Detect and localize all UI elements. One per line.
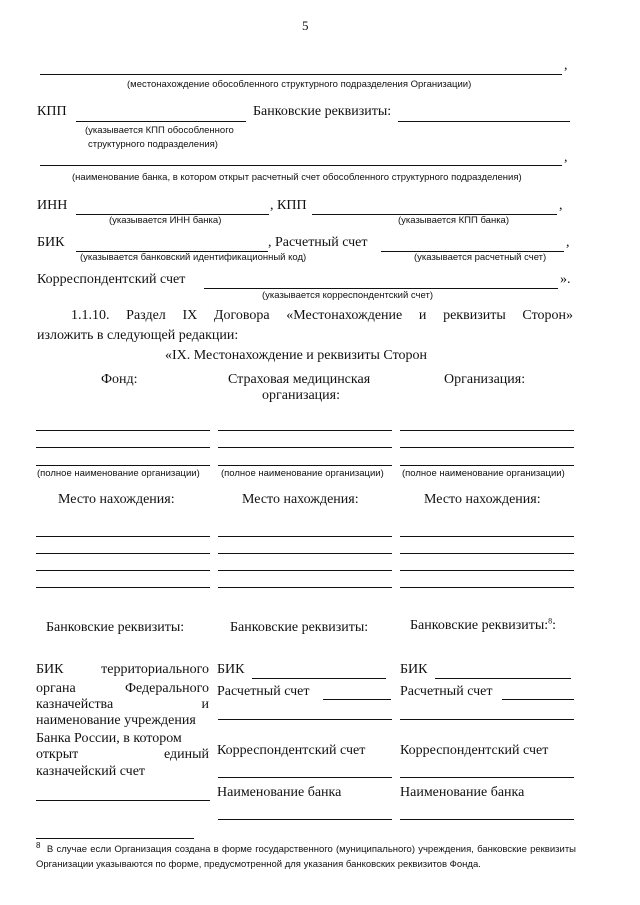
fund-bank-text: казначейства <box>36 697 114 712</box>
footnote <box>36 842 576 872</box>
insurer-name-line[interactable] <box>218 447 392 448</box>
org-bank-details-label <box>410 618 556 634</box>
org-name-line[interactable] <box>400 465 574 466</box>
kpp-line[interactable] <box>76 121 246 122</box>
kpp-caption-1: (указывается КПП обособленного <box>85 125 234 136</box>
amendment-line-2: изложить в следующей редакции: <box>37 328 239 343</box>
org-account-label: Расчетный счет <box>400 684 493 699</box>
inn-caption: (указывается ИНН банка) <box>109 215 222 226</box>
insurer-account-line[interactable] <box>323 699 391 700</box>
fund-bank-row <box>36 681 209 697</box>
fund-bank-line[interactable] <box>36 800 210 801</box>
page-number: 5 <box>302 18 309 33</box>
insurer-location-line[interactable] <box>218 553 392 554</box>
fund-bank-text: и <box>201 697 209 712</box>
fund-location-line[interactable] <box>36 536 210 537</box>
insurer-location-line[interactable] <box>218 570 392 571</box>
fund-bank-row <box>36 697 209 713</box>
org-bik-line[interactable] <box>435 678 571 679</box>
org-name-line[interactable] <box>400 430 574 431</box>
org-bik-label: БИК <box>400 662 428 677</box>
org-bank-name-label: Наименование банка <box>400 785 525 800</box>
bank-name-line[interactable] <box>40 165 562 166</box>
org-location-line[interactable] <box>400 553 574 554</box>
org-bank-details-text: Банковские реквизиты: <box>410 618 549 633</box>
insurer-header-1: Страховая медицинская <box>228 372 371 387</box>
amendment-line-1: 1.1.10. Раздел IX Договора «Местонахождение и реквизиты Сторон» <box>71 308 573 323</box>
footnote-mark: 8 <box>36 840 41 850</box>
insurer-name-line[interactable] <box>218 430 392 431</box>
org-location-line[interactable] <box>400 587 574 588</box>
insurer-location-label: Место нахождения: <box>242 492 359 507</box>
kpp2-label: , КПП <box>270 198 307 213</box>
kpp-label: КПП <box>37 104 67 119</box>
bank-details-label: Банковские реквизиты: <box>253 104 392 119</box>
fund-bank-text: органа <box>36 681 76 696</box>
bank-details-line[interactable] <box>398 121 570 122</box>
fund-bank-row <box>36 662 209 681</box>
corr-label: Корреспондентский счет <box>37 272 186 287</box>
colon: : <box>552 618 557 633</box>
org-account-line[interactable] <box>502 699 574 700</box>
insurer-header-2: организация: <box>262 388 340 403</box>
kpp2-caption: (указывается КПП банка) <box>398 215 510 226</box>
fund-location-line[interactable] <box>36 553 210 554</box>
footnote-ref[interactable]: 8 <box>548 616 553 626</box>
comma: , <box>564 58 568 73</box>
fund-location-line[interactable] <box>36 570 210 571</box>
org-name-caption: (полное наименование организации) <box>402 468 565 479</box>
insurer-location-line[interactable] <box>218 587 392 588</box>
fund-name-line[interactable] <box>36 465 210 466</box>
fund-bank-text: открыт <box>36 747 79 762</box>
insurer-location-line[interactable] <box>218 536 392 537</box>
comma: , <box>566 235 570 250</box>
insurer-bank-name-line[interactable] <box>218 819 392 820</box>
insurer-bik-label: БИК <box>217 662 245 677</box>
section-heading: «IX. Местонахождение и реквизиты Сторон <box>165 348 428 363</box>
org-header: Организация: <box>444 372 526 387</box>
org-location-line[interactable] <box>400 570 574 571</box>
insurer-bank-details-label: Банковские реквизиты: <box>230 620 369 635</box>
insurer-account-line-2[interactable] <box>218 719 392 720</box>
fund-name-line[interactable] <box>36 430 210 431</box>
location-caption: (местонахождение обособленного структурного подразделения Организации) <box>127 79 472 90</box>
corr-caption: (указывается корреспондентский счет) <box>262 290 433 301</box>
location-line[interactable] <box>40 74 562 75</box>
insurer-name-line[interactable] <box>218 465 392 466</box>
kpp-caption-2: структурного подразделения) <box>88 139 218 150</box>
insurer-bank-name-label: Наименование банка <box>217 785 342 800</box>
fund-bank-text: наименование учреждения <box>36 713 196 728</box>
insurer-account-label: Расчетный счет <box>217 684 310 699</box>
footnote-separator <box>36 838 194 839</box>
fund-header: Фонд: <box>101 372 138 387</box>
footnote-text: В случае если Организация создана в форме государственного (муниципального) учреждения, банковские реквизиты Организации указываются по форме, предусмотренной для указания банковских реквизитов Фонда. <box>36 844 576 870</box>
comma: , <box>559 198 563 213</box>
account-caption: (указывается расчетный счет) <box>414 252 547 263</box>
org-corr-line[interactable] <box>400 777 574 778</box>
corr-end: ». <box>560 272 571 287</box>
org-location-label: Место нахождения: <box>424 492 541 507</box>
org-location-line[interactable] <box>400 536 574 537</box>
org-bank-name-line[interactable] <box>400 819 574 820</box>
org-corr-label: Корреспондентский счет <box>400 743 549 758</box>
fund-name-line[interactable] <box>36 447 210 448</box>
fund-bank-text: Банка России, в котором <box>36 731 182 746</box>
comma: , <box>564 150 568 165</box>
fund-name-caption: (полное наименование организации) <box>37 468 200 479</box>
fund-bank-text: единый <box>163 747 209 762</box>
fund-bank-text: казначейский счет <box>36 764 146 779</box>
corr-line[interactable] <box>204 288 558 289</box>
insurer-corr-line[interactable] <box>218 777 392 778</box>
bik-caption: (указывается банковский идентификационный код) <box>80 252 307 263</box>
inn-label: ИНН <box>37 198 68 213</box>
fund-bank-text: территориального <box>101 662 209 677</box>
bank-name-caption: (наименование банка, в котором открыт расчетный счет обособленного структурного подразделения) <box>72 172 522 183</box>
fund-bank-block <box>36 662 209 780</box>
account-label: , Расчетный счет <box>268 235 368 250</box>
fund-bank-details-label: Банковские реквизиты: <box>46 620 185 635</box>
insurer-name-caption: (полное наименование организации) <box>221 468 384 479</box>
fund-location-line[interactable] <box>36 587 210 588</box>
org-name-line[interactable] <box>400 447 574 448</box>
fund-bank-text: Федерального <box>124 681 209 696</box>
fund-bank-row <box>36 747 209 764</box>
fund-bank-text: БИК <box>36 662 64 677</box>
insurer-bik-line[interactable] <box>252 678 386 679</box>
bik-label: БИК <box>37 235 65 250</box>
fund-location-label: Место нахождения: <box>58 492 175 507</box>
insurer-corr-label: Корреспондентский счет <box>217 743 366 758</box>
org-account-line-2[interactable] <box>400 719 574 720</box>
